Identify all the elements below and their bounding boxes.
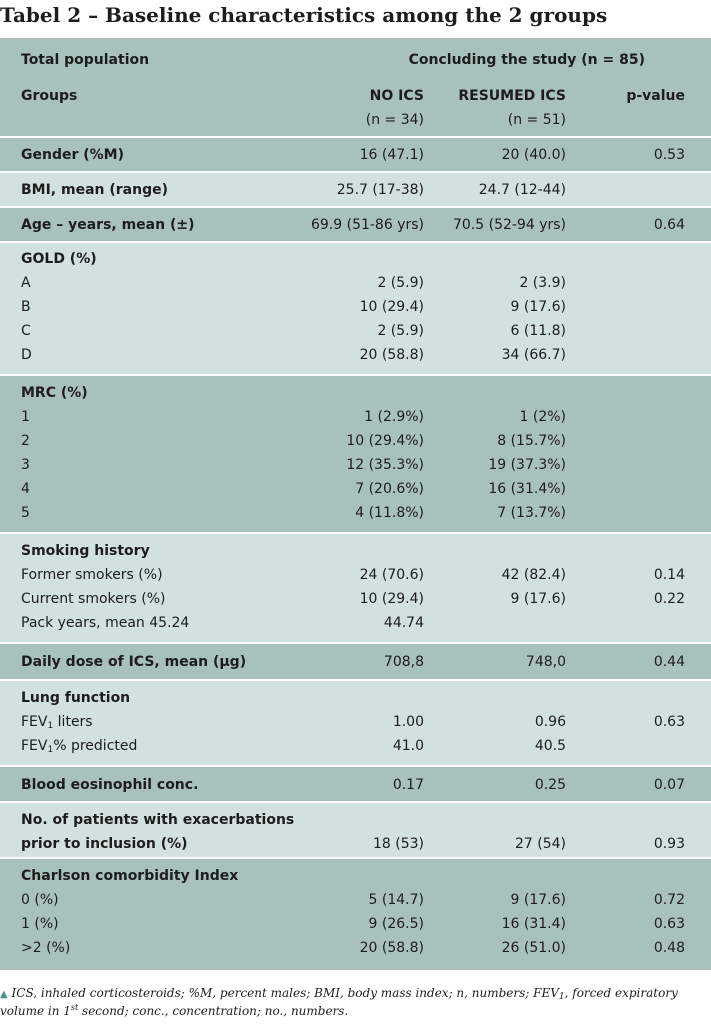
section-label: MRC (%) [21,385,88,401]
row-label: 4 [21,481,30,497]
no-ics-value: 12 (35.3%) [346,457,424,473]
charlson-section [0,859,711,972]
bmi-section [0,173,711,208]
no-ics-value: 10 (29.4) [359,299,424,315]
header-row-groups [0,84,711,108]
row-label: Daily dose of ICS, mean (µg) [21,654,247,670]
no-ics-value: 5 (14.7) [368,892,424,908]
no-ics-value: 4 (11.8%) [355,505,424,521]
table-footnote [0,985,711,1020]
resumed-ics-value: 16 (31.4%) [488,481,566,497]
header-row-population [0,48,711,72]
mrc-heading-row [0,381,711,405]
resumed-ics-value: 19 (37.3%) [488,457,566,473]
header-section [0,38,711,138]
lung-section [0,681,711,767]
row-label: Blood eosinophil conc. [21,777,199,793]
no-ics-value: 10 (29.4) [359,591,424,607]
table-title: Tabel 2 – Baseline characteristics among the 2 groups [0,3,608,27]
no-ics-value: 20 (58.8) [359,347,424,363]
resumed-ics-value: 9 (17.6) [510,591,566,607]
section-label: Charlson comorbidity Index [21,868,239,884]
no-ics-value: 2 (5.9) [377,275,424,291]
no-ics-value: 16 (47.1) [359,147,424,163]
header-row-n [0,108,711,132]
charlson-row [0,936,711,960]
resumed-ics-value: 16 (31.4) [501,916,566,932]
no-ics-value: 9 (26.5) [368,916,424,932]
no-ics-n: (n = 34) [365,112,424,128]
row-label: 0 (%) [21,892,59,908]
resumed-ics-value: 0.96 [534,714,566,730]
no-ics-value: 1.00 [392,714,424,730]
row-label: Age – years, mean (±) [21,217,195,233]
resumed-ics-n: (n = 51) [507,112,566,128]
p-value: 0.22 [653,591,685,607]
row-label: 3 [21,457,30,473]
mrc-row [0,429,711,453]
mrc-row [0,453,711,477]
footnote-sub: 1 [558,992,565,1002]
p-value: 0.64 [653,217,685,233]
no-ics-value: 2 (5.9) [377,323,424,339]
charlson-row [0,912,711,936]
exacerbations-row [0,832,711,856]
concluding-label: Concluding the study (n = 85) [408,52,645,68]
gender-row [0,143,711,167]
footnote-sup: st [70,1003,79,1012]
resumed-ics-value: 24.7 (12-44) [478,182,566,198]
smoking-heading-row [0,539,711,563]
no-ics-header: NO ICS [369,88,424,104]
gold-row [0,295,711,319]
section-label: Smoking history [21,543,150,559]
resumed-ics-value: 8 (15.7%) [497,433,566,449]
eosinophil-section [0,767,711,803]
smoking-row [0,563,711,587]
p-value: 0.14 [653,567,685,583]
row-label: 5 [21,505,30,521]
smoking-row [0,611,711,635]
p-value: 0.53 [653,147,685,163]
p-value: 0.93 [653,836,685,852]
mrc-row [0,405,711,429]
gold-heading-row [0,247,711,271]
lung-row-fev1-predicted [0,734,711,758]
resumed-ics-value: 70.5 (52-94 yrs) [452,217,566,233]
resumed-ics-value: 9 (17.6) [510,299,566,315]
age-section [0,208,711,243]
dose-section [0,644,711,681]
footnote-text-a: ICS, inhaled corticosteroids; %M, percent males; BMI, body mass index; n, numbers; FEV [7,986,559,1000]
no-ics-value: 18 (53) [372,836,424,852]
resumed-ics-value: 20 (40.0) [501,147,566,163]
groups-label: Groups [21,88,78,104]
dose-row [0,650,711,674]
bmi-row [0,178,711,202]
gold-row [0,271,711,295]
footnote-text-b: , forced expiratory volume in 1 [0,986,678,1018]
no-ics-value: 41.0 [392,738,424,754]
resumed-ics-value: 748,0 [525,654,566,670]
row-label: A [21,275,31,291]
no-ics-value: 24 (70.6) [359,567,424,583]
resumed-ics-value: 34 (66.7) [501,347,566,363]
resumed-ics-value: 2 (3.9) [519,275,566,291]
no-ics-value: 708,8 [383,654,424,670]
baseline-table [0,38,711,972]
mrc-row [0,477,711,501]
eosinophil-row [0,773,711,797]
row-label: 1 (%) [21,916,59,932]
no-ics-value: 7 (20.6%) [355,481,424,497]
resumed-ics-value: 0.25 [534,777,566,793]
row-label: $FEV_1$ liters [21,714,93,731]
smoking-section [0,534,711,644]
row-label: C [21,323,31,339]
resumed-ics-value: 7 (13.7%) [497,505,566,521]
mrc-section [0,376,711,534]
no-ics-value: 1 (2.9%) [364,409,424,425]
row-label: 1 [21,409,30,425]
lung-row-fev1-liters [0,710,711,734]
resumed-ics-value: 27 (54) [514,836,566,852]
gold-row [0,343,711,367]
gold-section [0,243,711,376]
mrc-row [0,501,711,525]
row-label: 2 [21,433,30,449]
row-label: D [21,347,32,363]
no-ics-value: 20 (58.8) [359,940,424,956]
row-label: $FEV_1\%$ predicted [21,738,138,755]
no-ics-value: 69.9 (51-86 yrs) [310,217,424,233]
section-label: GOLD (%) [21,251,97,267]
row-label: Gender (%M) [21,147,125,163]
row-label: Former smokers (%) [21,567,163,583]
resumed-ics-value: 1 (2%) [519,409,566,425]
no-ics-value: 25.7 (17-38) [336,182,424,198]
gender-section [0,138,711,173]
row-label: Pack years, mean 45.24 [21,615,190,631]
row-label: >2 (%) [21,940,71,956]
row-label-line2: prior to inclusion (%) [21,836,188,852]
exacerbations-section [0,803,711,859]
footnote-text-c: second; conc., concentration; no., numbers. [78,1004,349,1018]
lung-heading-row [0,686,711,710]
resumed-ics-value: 6 (11.8) [510,323,566,339]
resumed-ics-value: 9 (17.6) [510,892,566,908]
row-label: Current smokers (%) [21,591,166,607]
resumed-ics-header: RESUMED ICS [458,88,566,104]
p-value: 0.63 [653,714,685,730]
pvalue-header: p-value [626,88,685,104]
exacerbations-label-row [0,808,711,832]
row-label: B [21,299,31,315]
p-value: 0.63 [653,916,685,932]
no-ics-value: 0.17 [392,777,424,793]
resumed-ics-value: 26 (51.0) [501,940,566,956]
no-ics-value: 44.74 [383,615,424,631]
smoking-row [0,587,711,611]
charlson-heading-row [0,864,711,888]
resumed-ics-value: 40.5 [534,738,566,754]
total-population-label: Total population [21,52,150,68]
section-label: Lung function [21,690,131,706]
charlson-row [0,888,711,912]
p-value: 0.07 [653,777,685,793]
resumed-ics-value: 42 (82.4) [501,567,566,583]
no-ics-value: 10 (29.4%) [346,433,424,449]
age-row [0,213,711,237]
triangle-marker-icon: ▲ [0,989,8,1000]
row-label-line1: No. of patients with exacerbations [21,812,295,828]
p-value: 0.48 [653,940,685,956]
gold-row [0,319,711,343]
p-value: 0.72 [653,892,685,908]
p-value: 0.44 [653,654,685,670]
row-label: BMI, mean (range) [21,182,169,198]
